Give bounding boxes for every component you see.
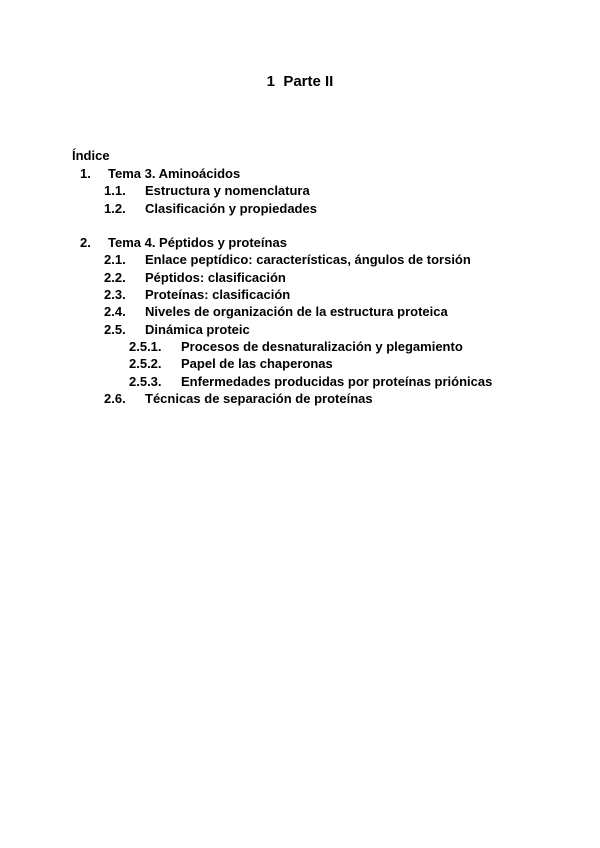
toc-entry-number: 2.5.1. (129, 338, 162, 354)
toc-entry-2-3[interactable] (72, 286, 572, 303)
toc-entry-2-6[interactable] (72, 390, 572, 407)
toc-entry-title: Técnicas de separación de proteínas (145, 390, 373, 406)
section-spacer (72, 217, 572, 234)
toc-entry-title: Tema 4. Péptidos y proteínas (108, 235, 287, 251)
toc-entry-2-5-2[interactable] (72, 355, 572, 372)
toc-entry-number: 2.5.2. (129, 356, 162, 372)
toc-entry-number: 2.6. (104, 390, 126, 406)
toc-entry-title: Dinámica proteic (145, 321, 250, 337)
toc-entry-number: 2.3. (104, 287, 126, 303)
toc-entry-number: 2.4. (104, 304, 126, 320)
toc-entry-title: Proteínas: clasificación (145, 287, 291, 303)
toc-entry-2[interactable] (72, 234, 572, 251)
toc-entry-2-5-3[interactable] (72, 373, 572, 390)
toc-entry-title: Papel de las chaperonas (181, 356, 333, 372)
toc-entry-title: Enfermedades producidas por proteínas priónicas (181, 373, 493, 389)
toc-entry-number: 2.1. (104, 252, 126, 268)
toc-entry-number: 2.2. (104, 269, 126, 285)
toc-entry-2-5[interactable] (72, 321, 572, 338)
toc-entry-title: Niveles de organización de la estructura proteica (145, 304, 448, 320)
toc-entry-1[interactable] (72, 165, 572, 182)
toc-entry-number: 1. (80, 166, 91, 181)
toc-entry-2-2[interactable] (72, 269, 572, 286)
toc-entry-title: Péptidos: clasificación (145, 269, 286, 285)
toc-entry-title: Estructura y nomenclatura (145, 183, 310, 199)
toc-entry-title: Tema 3. Aminoácidos (108, 166, 241, 181)
table-of-contents (72, 147, 572, 407)
toc-entry-title: Clasificación y propiedades (145, 200, 317, 216)
toc-entry-2-4[interactable] (72, 303, 572, 320)
toc-entry-1-2[interactable] (72, 200, 572, 217)
page-title: 1 Parte II (266, 73, 334, 90)
toc-heading: Índice (72, 148, 110, 163)
toc-entry-2-1[interactable] (72, 251, 572, 268)
toc-entry-2-5-1[interactable] (72, 338, 572, 355)
toc-entry-number: 1.2. (104, 200, 126, 216)
toc-entry-number: 2.5. (104, 321, 126, 337)
toc-entry-1-1[interactable] (72, 182, 572, 199)
toc-entry-number: 1.1. (104, 183, 126, 199)
toc-entry-number: 2.5.3. (129, 373, 162, 389)
toc-entry-title: Enlace peptídico: características, ángulos de torsión (145, 252, 471, 268)
toc-entry-number: 2. (80, 235, 91, 251)
toc-entry-title: Procesos de desnaturalización y plegamiento (181, 338, 463, 354)
